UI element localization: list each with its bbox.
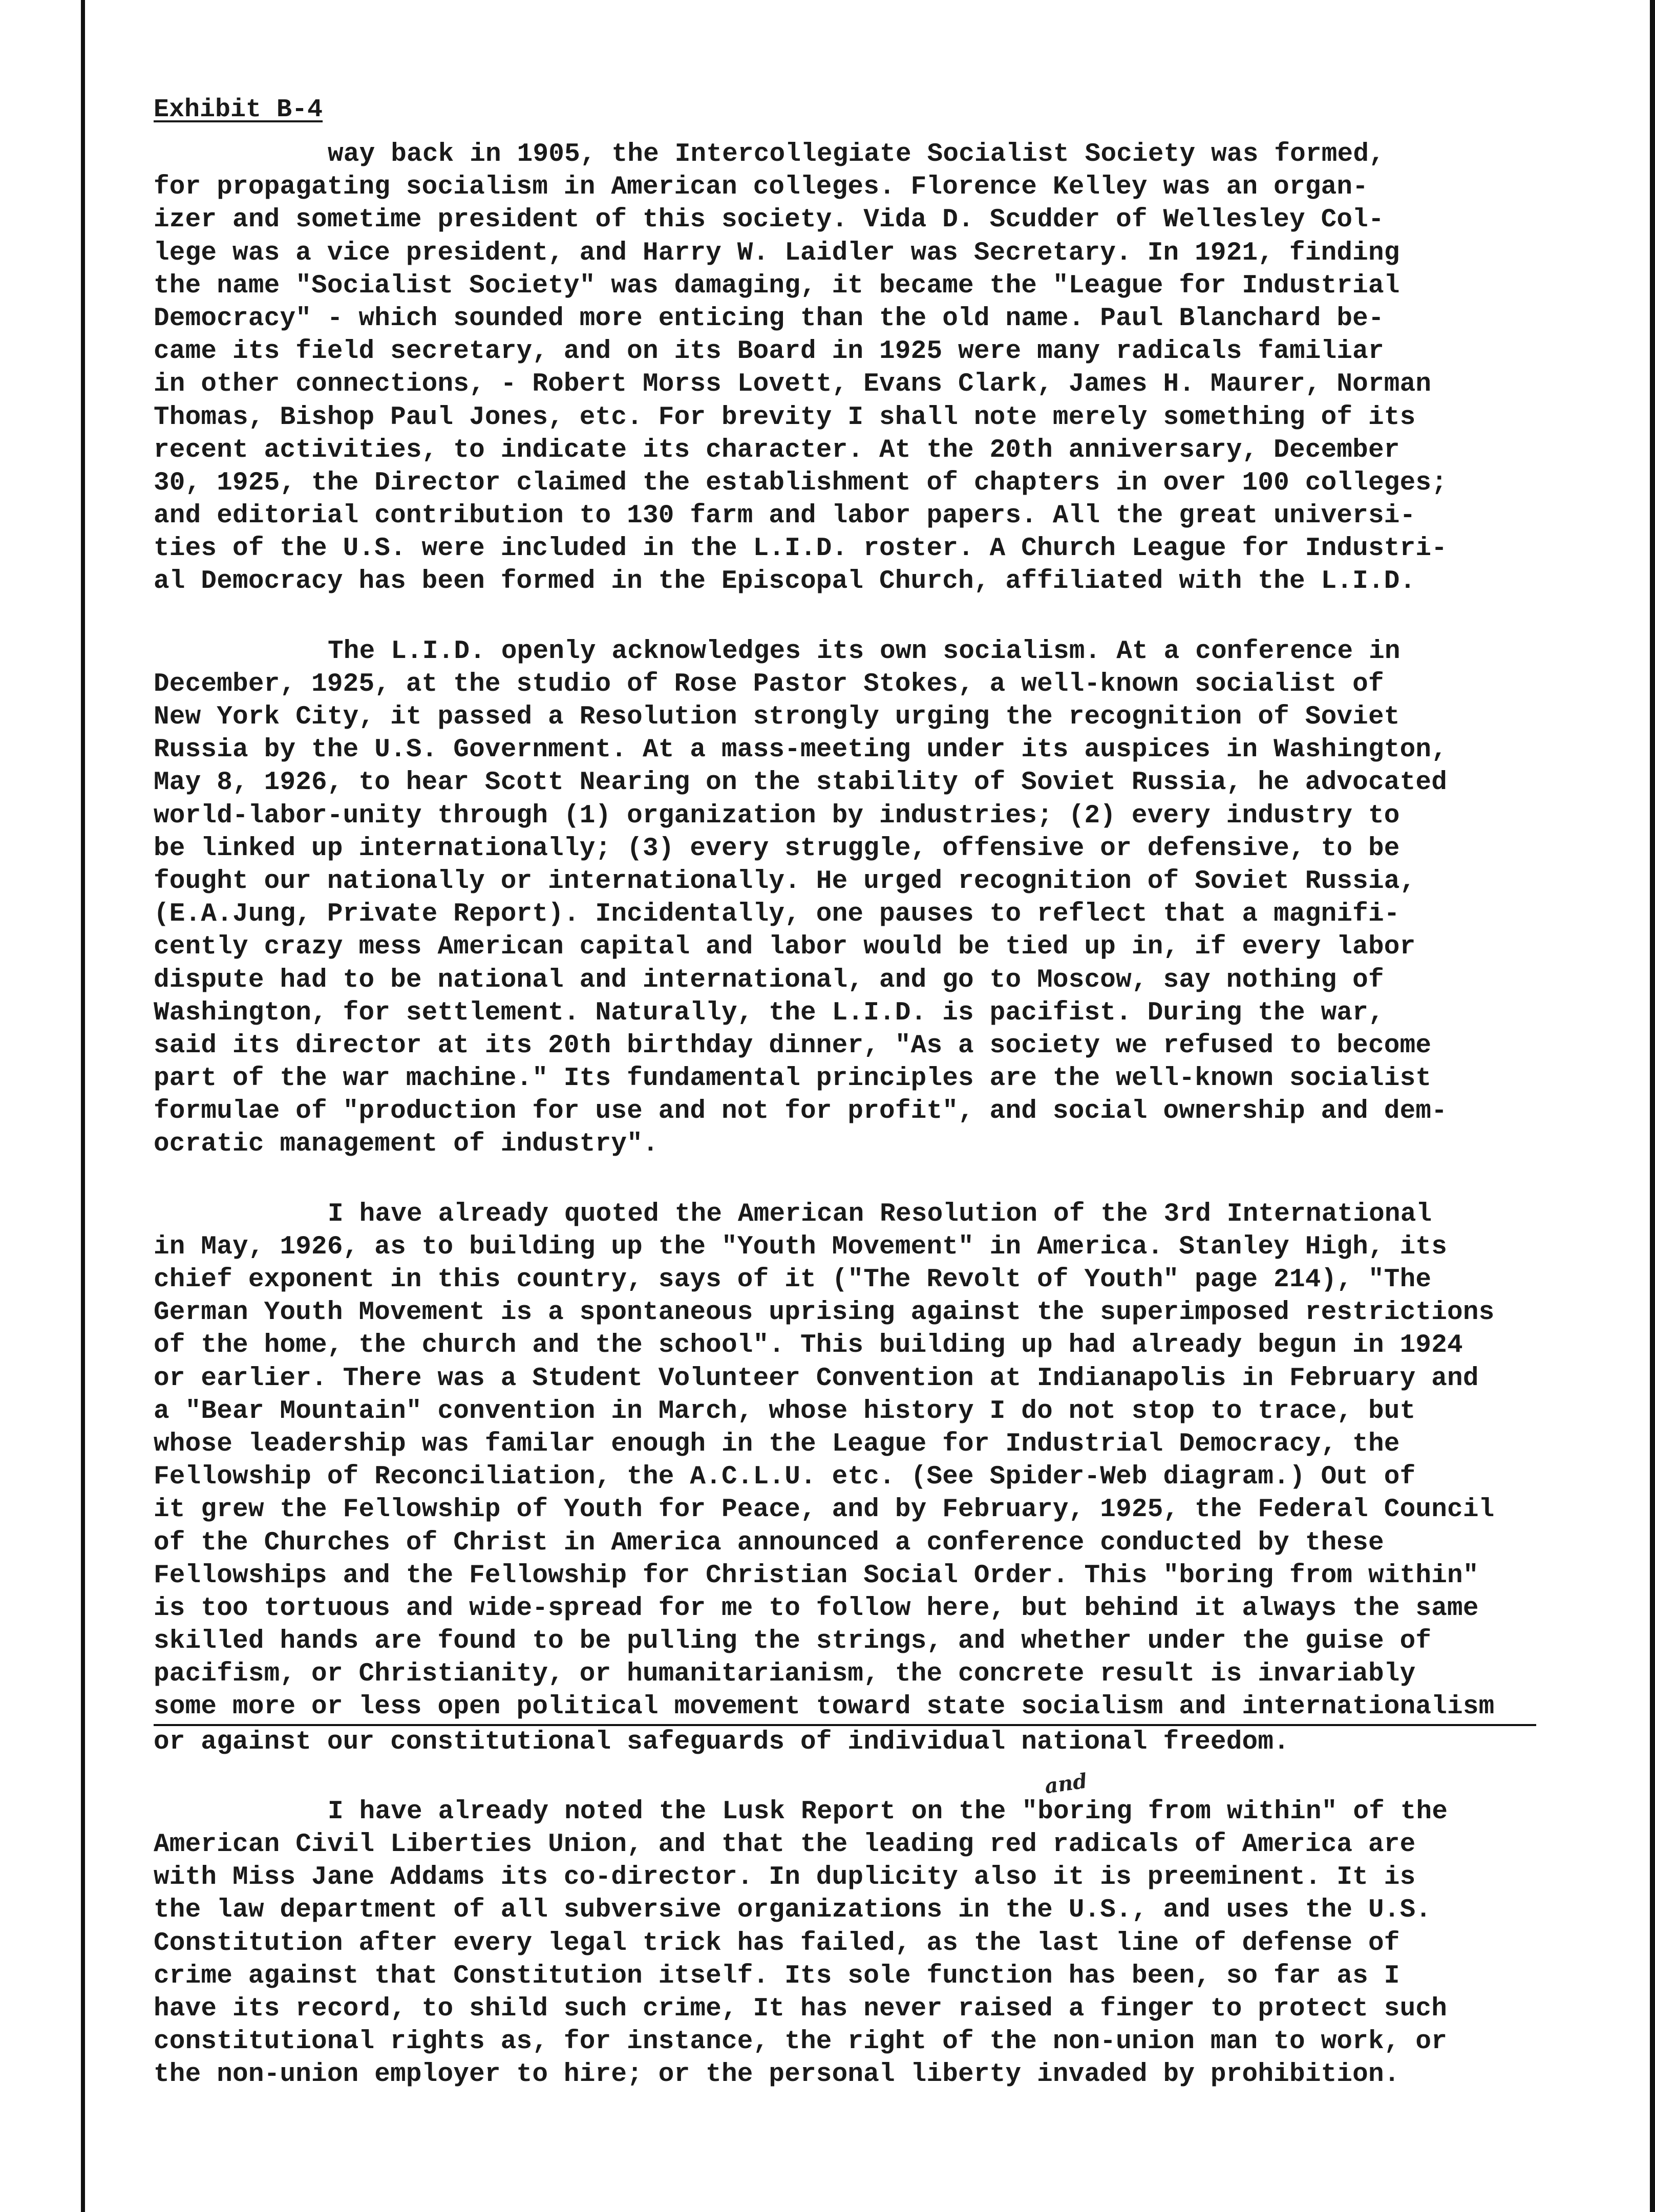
text-line: said its director at its 20th birthday dinner, "As a society we refused to become	[154, 1031, 1432, 1060]
text-line: (E.A.Jung, Private Report). Incidentally, one pauses to reflect that a magnifi-	[154, 900, 1400, 929]
text-line: The L.I.D. openly acknowledges its own socialism. At a conference in	[328, 636, 1401, 666]
text-line: New York City, it passed a Resolution strongly urging the recognition of Soviet	[154, 703, 1400, 732]
text-line: Democracy" - which sounded more enticing than the old name. Paul Blanchard be-	[154, 304, 1384, 333]
text-line: May 8, 1926, to hear Scott Nearing on the stability of Soviet Russia, he advocated	[154, 768, 1448, 798]
text-line: the name "Socialist Society" was damaging, it became the "League for Industrial	[154, 271, 1400, 301]
text-line: part of the war machine." Its fundamental principles are the well-known socialist	[154, 1064, 1432, 1094]
handwritten-insertion-mark: and	[1043, 1769, 1089, 1799]
text-line: of the Churches of Christ in America announced a conference conducted by these	[154, 1528, 1384, 1558]
text-line: skilled hands are found to be pulling the strings, and whether under the guise of	[154, 1627, 1432, 1656]
text-line: cently crazy mess American capital and labor would be tied up in, if every labor	[154, 932, 1416, 962]
text-line: with Miss Jane Addams its co-director. In duplicity also it is preeminent. It is	[154, 1863, 1416, 1892]
scan-left-edge	[81, 0, 85, 2212]
text-line: crime against that Constitution itself. Its sole function has been, so far as I	[154, 1961, 1400, 1991]
underlined-text-line: some more or less open political movement toward state socialism and internationalism	[154, 1691, 1536, 1726]
text-line: of the home, the church and the school". This building up had already begun in 1924	[154, 1331, 1463, 1360]
text-line: world-labor-unity through (1) organization by industries; (2) every industry to	[154, 801, 1400, 831]
text-line: Fellowships and the Fellowship for Christian Social Order. This "boring from within"	[154, 1561, 1479, 1590]
text-line: December, 1925, at the studio of Rose Pastor Stokes, a well-known socialist of	[154, 669, 1384, 699]
text-line: I have already quoted the American Resolution of the 3rd International	[328, 1199, 1432, 1229]
text-line: chief exponent in this country, says of it ("The Revolt of Youth" page 214), "The	[154, 1265, 1432, 1294]
text-line: in other connections, - Robert Morss Lovett, Evans Clark, James H. Maurer, Norman	[154, 370, 1432, 399]
text-line: lege was a vice president, and Harry W. Laidler was Secretary. In 1921, finding	[154, 238, 1400, 268]
text-line: fought our nationally or internationally. He urged recognition of Soviet Russia,	[154, 866, 1416, 896]
text-line: way back in 1905, the Intercollegiate Socialist Society was formed,	[328, 140, 1385, 169]
text-line: whose leadership was familar enough in the League for Industrial Democracy, the	[154, 1429, 1400, 1459]
text-line: Fellowship of Reconciliation, the A.C.L.U. etc. (See Spider-Web diagram.) Out of	[154, 1462, 1416, 1492]
exhibit-heading: Exhibit B-4	[154, 95, 323, 124]
text-line: American Civil Liberties Union, and that the leading red radicals of America are	[154, 1830, 1416, 1859]
text-line: pacifism, or Christianity, or humanitarianism, the concrete result is invariably	[154, 1660, 1416, 1689]
text-line: I have already noted the Lusk Report on the "boring from within" of the	[328, 1797, 1448, 1826]
text-line: it grew the Fellowship of Youth for Peace, and by February, 1925, the Federal Council	[154, 1495, 1495, 1525]
text-line: or against our constitutional safeguards of individual national freedom.	[154, 1727, 1289, 1757]
text-line: is too tortuous and wide-spread for me to follow here, but behind it always the same	[154, 1593, 1479, 1623]
paragraph-3	[154, 1198, 1536, 1759]
text-line: Constitution after every legal trick has failed, as the last line of defense of	[154, 1928, 1400, 1958]
text-line: recent activities, to indicate its character. At the 20th anniversary, December	[154, 435, 1400, 465]
text-line: al Democracy has been formed in the Episcopal Church, affiliated with the L.I.D.	[154, 567, 1416, 597]
text-line: izer and sometime president of this society. Vida D. Scudder of Wellesley Col-	[154, 205, 1384, 235]
text-line: the law department of all subversive organizations in the U.S., and uses the U.S.	[154, 1896, 1432, 1925]
text-line: for propagating socialism in American colleges. Florence Kelley was an organ-	[154, 173, 1368, 202]
scan-right-edge	[1650, 0, 1655, 2212]
paragraph-1	[154, 138, 1536, 599]
text-line: German Youth Movement is a spontaneous uprising against the superimposed restrictions	[154, 1298, 1495, 1328]
text-line: Thomas, Bishop Paul Jones, etc. For brevity I shall note merely something of its	[154, 402, 1416, 432]
text-line: in May, 1926, as to building up the "Youth Movement" in America. Stanley High, its	[154, 1232, 1448, 1262]
text-line: and editorial contribution to 130 farm and labor papers. All the great universi-	[154, 501, 1416, 531]
text-line: formulae of "production for use and not for profit", and social ownership and dem-	[154, 1097, 1448, 1126]
text-line: Russia by the U.S. Government. At a mass-meeting under its auspices in Washington,	[154, 735, 1448, 765]
paragraph-2	[154, 635, 1536, 1161]
text-line: ties of the U.S. were included in the L.I.D. roster. A Church League for Industri-	[154, 534, 1448, 564]
text-line: dispute had to be national and international, and go to Moscow, say nothing of	[154, 965, 1384, 995]
text-line: came its field secretary, and on its Board in 1925 were many radicals familiar	[154, 337, 1384, 367]
text-line: have its record, to shild such crime, It has never raised a finger to protect such	[154, 1994, 1448, 2024]
text-line: a "Bear Mountain" convention in March, whose history I do not stop to trace, but	[154, 1396, 1416, 1426]
text-line: or earlier. There was a Student Volunteer Convention at Indianapolis in February and	[154, 1364, 1479, 1393]
text-line: be linked up internationally; (3) every struggle, offensive or defensive, to be	[154, 834, 1400, 863]
text-line: ocratic management of industry".	[154, 1130, 659, 1159]
text-line: the non-union employer to hire; or the personal liberty invaded by prohibition.	[154, 2060, 1400, 2090]
text-line: constitutional rights as, for instance, the right of the non-union man to work, or	[154, 2027, 1448, 2057]
text-line: Washington, for settlement. Naturally, the L.I.D. is pacifist. During the war,	[154, 998, 1384, 1028]
document-page	[154, 92, 1536, 2129]
paragraph-4	[154, 1796, 1536, 2092]
text-line: 30, 1925, the Director claimed the establishment of chapters in over 100 colleges;	[154, 468, 1448, 498]
